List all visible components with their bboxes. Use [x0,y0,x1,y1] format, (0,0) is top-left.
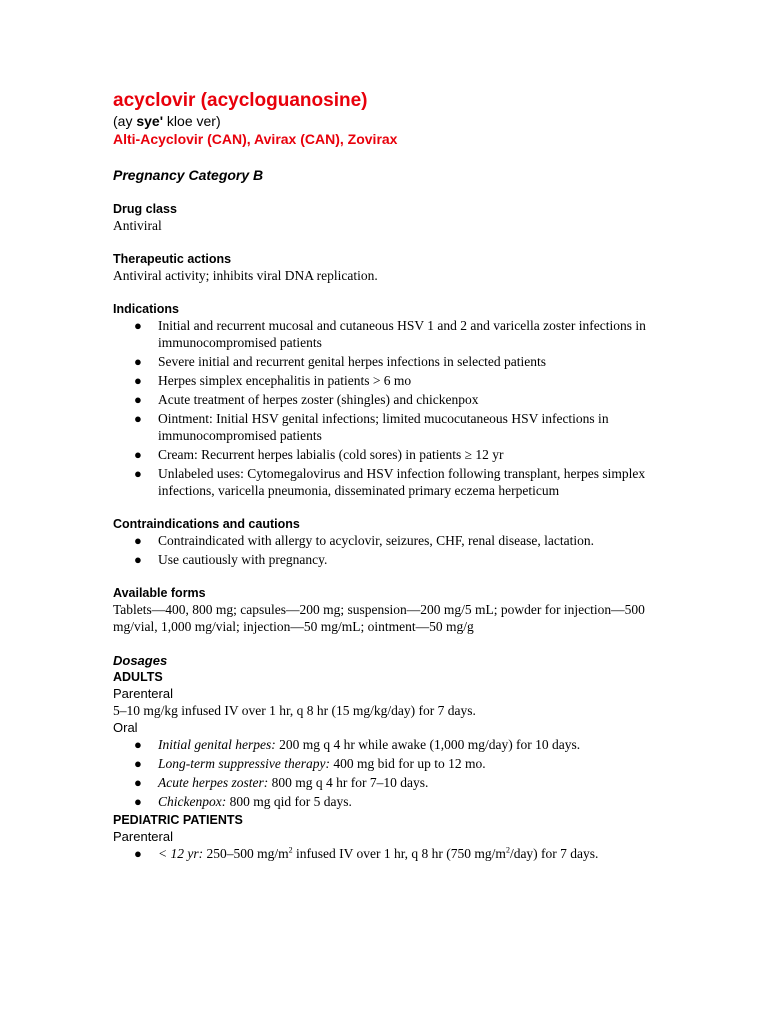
bullet-icon: ● [134,447,142,462]
list-item: ● Acute treatment of herpes zoster (shingles) and chickenpox [134,392,479,407]
bullet-icon: ● [134,318,142,333]
bullet-icon: ● [134,354,142,369]
forms-heading: Available forms [113,586,206,600]
pronunciation [113,112,673,130]
pron-close: kloe ver) [163,113,221,129]
list-item: ● Herpes simplex encephalitis in patients > 6 mo [134,373,412,388]
list-item: ● Long-term suppressive therapy: 400 mg bid for up to 12 mo. [134,756,486,771]
dosages-heading: Dosages [113,653,168,668]
bullet-icon: ● [134,533,142,548]
bullet-icon: ● [134,373,142,388]
bullet-icon: ● [134,794,142,809]
bullet-icon: ● [134,737,142,752]
indications-heading: Indications [113,302,179,316]
bullet-icon: ● [134,466,142,481]
contraindications-list [113,532,673,568]
adults-parenteral-text: 5–10 mg/kg infused IV over 1 hr, q 8 hr (15 mg/kg/day) for 7 days. [113,703,476,718]
list-item: ● Severe initial and recurrent genital herpes infections in selected patients [134,354,546,369]
forms-text: Tablets—400, 800 mg; capsules—200 mg; suspension—200 mg/5 mL; powder for injection—500 mg/vial, 1,000 mg/vial; injection—50 mg/mL; ointment—50 mg/g [113,602,645,634]
list-item: ● Initial genital herpes: 200 mg q 4 hr while awake (1,000 mg/day) for 10 days. [134,737,581,752]
therapeutic-heading: Therapeutic actions [113,252,232,266]
monograph-page [113,90,673,864]
adults-heading: ADULTS [113,670,163,684]
therapeutic-text: Antiviral activity; inhibits viral DNA replication. [113,268,378,283]
list-item: ● < 12 yr: 250–500 $mg/m^2$ infused IV over 1 hr, q 8 hr (750 $mg/m^2/day$) for 7 days. [134,845,599,861]
adults-parenteral-label: Parenteral [113,686,173,701]
list-item: ● Chickenpox: 800 mg qid for 5 days. [134,794,352,809]
list-item: ● Cream: Recurrent herpes labialis (cold sores) in patients ≥ 12 yr [134,447,504,462]
drug-class-heading: Drug class [113,202,177,216]
drug-title: acyclovir (acycloguanosine) [113,90,368,111]
pron-open: (ay [113,113,137,129]
list-item: ● Acute herpes zoster: 800 mg q 4 hr for 7–10 days. [134,775,429,790]
bullet-icon: ● [134,411,142,426]
bullet-icon: ● [134,775,142,790]
brand-names: Alti-Acyclovir (CAN), Avirax (CAN), Zovirax [113,131,398,147]
pediatric-list [113,845,673,862]
drug-class-text: Antiviral [113,218,162,233]
adults-oral-list [113,736,673,810]
list-item: ● Initial and recurrent mucosal and cutaneous HSV 1 and 2 and varicella zoster infections in immunocompromised patients [134,318,646,350]
pediatric-heading: PEDIATRIC PATIENTS [113,813,243,827]
bullet-icon: ● [134,756,142,771]
bullet-icon: ● [134,846,142,861]
list-item: ● Ointment: Initial HSV genital infections; limited mucocutaneous HSV infections in immunocompromised patients [134,411,609,443]
pediatric-parenteral-label: Parenteral [113,829,173,844]
indications-list [113,317,673,499]
list-item: ● Contraindicated with allergy to acyclovir, seizures, CHF, renal disease, lactation. [134,533,594,548]
pregnancy-category: Pregnancy Category B [113,167,264,183]
adults-oral-label: Oral [113,720,138,735]
bullet-icon: ● [134,392,142,407]
list-item: ● Unlabeled uses: Cytomegalovirus and HSV infection following transplant, herpes simplex infections, varicella pneumonia, disseminated primary eczema herpeticum [134,466,646,498]
list-item: ● Use cautiously with pregnancy. [134,552,328,567]
contraindications-heading: Contraindications and cautions [113,517,300,531]
bullet-icon: ● [134,552,142,567]
pron-stress: sye' [136,113,164,129]
